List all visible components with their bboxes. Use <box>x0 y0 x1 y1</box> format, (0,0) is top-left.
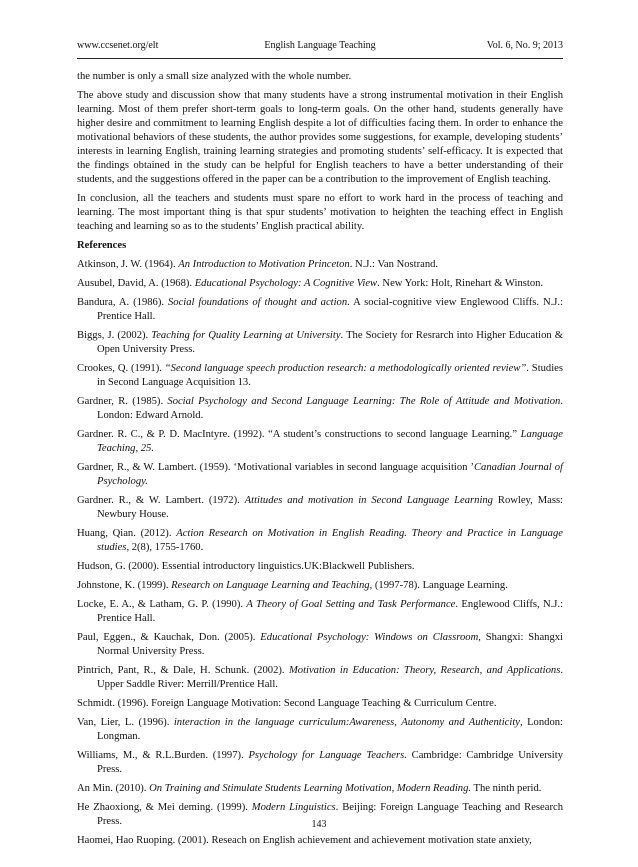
paragraph: the number is only a small size analyzed with the whole number. <box>77 71 352 82</box>
reference-entry <box>77 362 563 390</box>
reference-source: . Studies in Second Language Acquisition 13. <box>97 363 563 388</box>
page-number: 143 <box>311 819 327 830</box>
reference-entry <box>77 494 563 522</box>
reference-title: Language Teaching, 25. <box>97 429 563 454</box>
journal-url: www.ccsenet.org/elt <box>77 40 159 51</box>
reference-source: . New York: Holt, Rinehart & Winston. <box>377 278 544 289</box>
reference-source: . A social-cognitive view Englewood Cliffs. N.J.: Prentice Hall. <box>97 297 564 322</box>
reference-title: Attitudes and motivation in Second Language Learning <box>244 495 493 506</box>
reference-title: Modern Linguistics <box>251 802 336 813</box>
reference-text: Gardner. R. C., & P. D. MacIntyre. (1992). “A student’s constructions to second language Learning.” <box>77 429 521 440</box>
reference-text: Huang, Qian. (2012). <box>77 528 177 539</box>
reference-text: Pintrich, Pant, R., & Dale, H. Schunk. (2002). <box>77 665 289 676</box>
reference-title: Canadian Journal of Psychology. <box>97 462 563 487</box>
reference-text: Ausubel, David, A. (1968). <box>77 278 195 289</box>
reference-title: Social foundations of thought and action <box>167 297 348 308</box>
reference-title: Research on Language Learning and Teaching <box>171 580 370 591</box>
reference-source: . N.J.: Van Nostrand. <box>349 259 439 270</box>
reference-entry <box>77 395 563 423</box>
reference-source: , 2(8), 1755-1760. <box>126 542 204 553</box>
reference-entry <box>77 277 563 291</box>
reference-entry <box>77 560 563 574</box>
reference-text: Gardner. R., & W. Lambert. (1972). <box>77 495 245 506</box>
reference-source: Cambridge: Cambridge University Press. <box>97 750 563 775</box>
reference-entry <box>77 749 563 777</box>
reference-entry <box>77 664 563 692</box>
reference-title: Psychology for Language Teachers. <box>248 750 407 761</box>
volume-info: Vol. 6, No. 9; 2013 <box>486 40 563 51</box>
reference-text: Biggs, J. (2002). <box>77 330 152 341</box>
reference-source: . London: Edward Arnold. <box>97 396 563 421</box>
reference-text: He Zhaoxiong, & Mei deming. (1999). <box>77 802 252 813</box>
reference-text: Gardner, R., & W. Lambert. (1959). ‘Motivational variables in second language acquisition ’ <box>77 462 474 473</box>
reference-entry <box>77 598 563 626</box>
reference-text: Johnstone, K. (1999). <box>77 580 172 591</box>
reference-entry <box>77 527 563 555</box>
reference-text: Hudson, G. (2000). Essential introductory linguistics.UK:Blackwell Publishers. <box>77 561 415 572</box>
reference-source: , Shangxi: Shangxi Normal University Press. <box>97 632 563 657</box>
reference-entry <box>77 631 563 659</box>
reference-source: . Upper Saddle River: Merrill/Prentice Hall. <box>97 665 563 690</box>
paragraph: In conclusion, all the teachers and students must spare no effort to work hard in the process of teaching and learning. The most important thing is that spur students’ motivation to heighten the teaching effect in English teaching and learning so as to the students’ English practical ability. <box>77 193 563 232</box>
reference-text: Gardner, R. (1985). <box>77 396 168 407</box>
reference-text: Bandura, A. (1986). <box>77 297 168 308</box>
reference-source: The ninth perid. <box>471 783 542 794</box>
reference-entry <box>77 834 563 848</box>
reference-text: Schmidt. (1996). Foreign Language Motivation: Second Language Teaching & Curriculum Centre. <box>77 698 497 709</box>
reference-source: Rowley, Mass: Newbury House. <box>97 495 564 520</box>
reference-title: An Introduction to Motivation Princeton <box>178 259 350 270</box>
reference-entry <box>77 296 563 324</box>
reference-text: Locke, E. A., & Latham, G. P. (1990). <box>77 599 247 610</box>
reference-text: Williams, M., & R.L.Burden. (1997). <box>77 750 249 761</box>
reference-entry <box>77 461 563 489</box>
reference-entry <box>77 716 563 744</box>
reference-title: Motivation in Education: Theory, Research, and Applications <box>288 665 561 676</box>
reference-title: Teaching for Quality Learning at University <box>151 330 341 341</box>
reference-source: . The Society for Resrarch into Higher Education & Open University Press. <box>97 330 563 355</box>
reference-text: Atkinson, J. W. (1964). <box>77 259 179 270</box>
references-heading: References <box>77 240 127 251</box>
reference-entry <box>77 697 563 711</box>
reference-title: Social Psychology and Second Language Learning: The Role of Attitude and Motivation <box>167 396 561 407</box>
body-content <box>77 70 563 853</box>
running-header <box>77 40 563 56</box>
journal-title: English Language Teaching <box>264 40 376 51</box>
reference-entry <box>77 782 563 796</box>
reference-text: An Min. (2010). <box>77 783 150 794</box>
reference-title: On Training and Stimulate Students Learning Motivation, Modern Reading. <box>149 783 472 794</box>
reference-source: , London: Longman. <box>97 717 563 742</box>
reference-entry <box>77 428 563 456</box>
reference-title: “Second language speech production research: a methodologically oriented review” <box>164 363 527 374</box>
reference-entry <box>77 258 563 272</box>
reference-title: Action Research on Motivation in English Reading. Theory and Practice in Language studies <box>97 528 563 553</box>
reference-entry <box>77 329 563 357</box>
reference-text: Haomei, Hao Ruoping. (2001). Reseach on English achievement and achievement motivation state anxiety, <box>77 835 532 846</box>
reference-source: , (1997-78). Language Learning. <box>369 580 508 591</box>
reference-title: Educational Psychology: Windows on Classroom <box>260 632 479 643</box>
paragraph: The above study and discussion show that many students have a strong instrumental motivation in their English learning. Most of them prefer short-term goals to long-term goals. On the other hand, students generally have higher desire and commitment to learning English despite a lot of difficulties facing them. In order to enhance the motivational behaviors of these students, the author provides some suggestions, for example, developing students’ interests in learning English, training learning strategies and promoting students’ self-efficacy. It is expected that the findings obtained in the study can be helpful for English teachers to have a better understanding of their students, and the suggestions offered in the paper can be a contribution to the improvement of English teaching. <box>77 90 563 185</box>
reference-list <box>77 258 563 848</box>
reference-source: . Beijing: Foreign Language Teaching and Research Press. <box>97 802 563 827</box>
reference-text: Van, Lier, L. (1996). <box>77 717 174 728</box>
reference-text: Crookes, Q. (1991). <box>77 363 165 374</box>
reference-text: Paul, Eggen., & Kauchak, Don. (2005). <box>77 632 261 643</box>
reference-entry <box>77 579 563 593</box>
reference-title: interaction in the language curriculum:Awareness, Autonomy and Authenticity <box>173 717 520 728</box>
reference-source: . Englewood Cliffs, N.J.: Prentice Hall. <box>97 599 564 624</box>
reference-title: A Theory of Goal Setting and Task Performance <box>246 599 456 610</box>
header-rule <box>77 58 563 59</box>
reference-title: Educational Psychology: A Cognitive View <box>194 278 378 289</box>
